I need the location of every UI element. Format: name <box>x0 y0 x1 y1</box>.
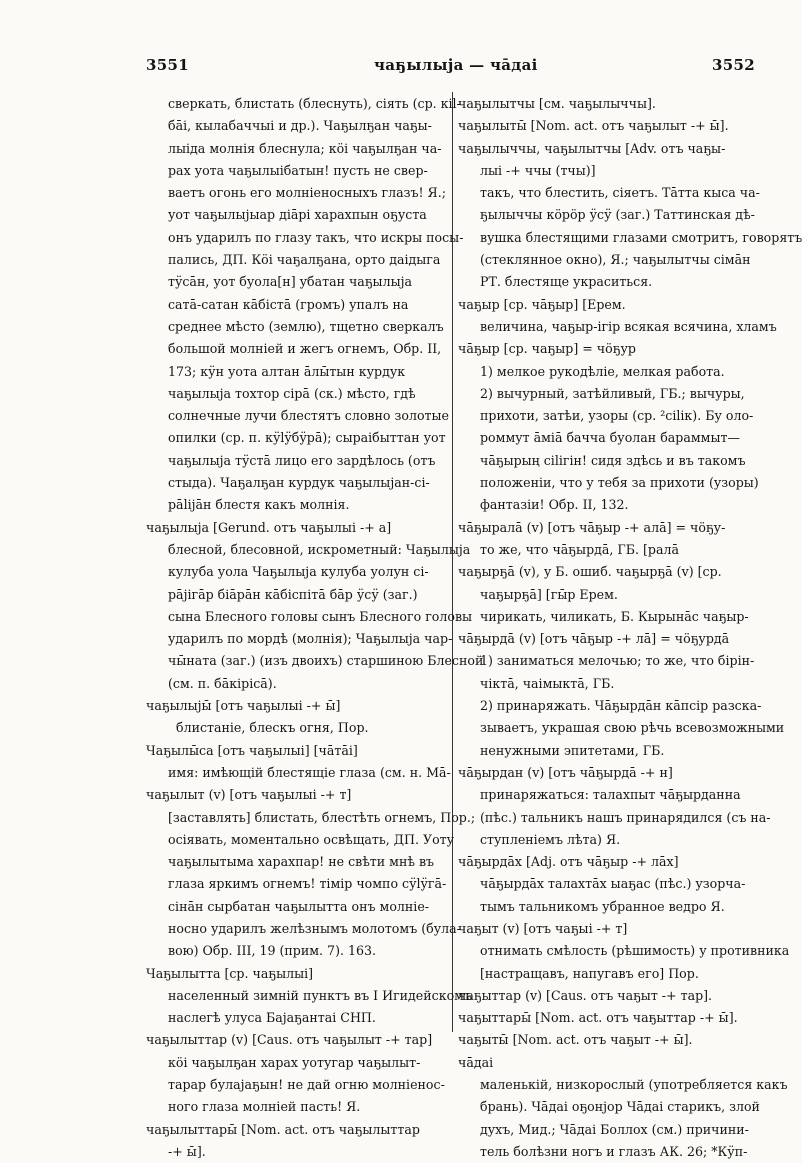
entry-text-line: населенный зимній пунктъ въ I Игидейскомъ <box>168 987 472 1003</box>
entry-text-line: сінāн сырбатан чаҕылытта онъ молніе- <box>168 898 430 914</box>
entry-text-line: чіктā, чаімыктā, ГБ. <box>480 675 615 691</box>
entry-text-line: 173; кӱн уота алтан āлы̄тын курдук <box>168 363 406 379</box>
entry-text-line: уот чаҕылыјыар діāрі харахпын оҕуста <box>168 207 427 223</box>
entry-headword-line: Чаҕылы̄са [отъ чаҕылыі] [чāтāі] <box>146 742 358 758</box>
entry-text-line: наслегѣ улуса Бајаҕантаі СНП. <box>168 1010 376 1026</box>
entry-headword-line: чāҕырдāх [Adj. отъ чāҕыр -+ лāх] <box>458 854 679 870</box>
entry-headword-line: чаҕыттары̄ [Nom. act. отъ чаҕыттар -+ ы̄]. <box>458 1010 738 1026</box>
entry-text-line: положеніи, что у тебя за прихоти (узоры) <box>480 475 759 491</box>
entry-text-line: чирикать, чиликать, Б. Кырынāс чаҕыр- <box>480 608 749 624</box>
entry-headword-line: чаҕыт (v) [отъ чаҕыі -+ т] <box>458 920 628 936</box>
entry-text-line: прихоти, затѣи, узоры (ср. ²сіlік). Бу оло- <box>480 408 754 424</box>
entry-text-line: величина, чаҕыр-ігір всякая всячина, хламъ <box>480 318 777 334</box>
entry-text-line: [настращавъ, напугавъ его] Пор. <box>480 965 699 981</box>
entry-text-line: блесной, блесовной, искрометный: Чаҕылыја <box>168 541 471 557</box>
entry-text-line: -+ ы̄]. <box>168 1143 206 1159</box>
entry-headword-line: чаҕылыччы, чаҕылытчы [Adv. отъ чаҕы- <box>458 140 726 156</box>
entry-text-line: рāјігāр біāрāн кāбіспітā бāр ӱсӱ (заг.) <box>168 586 418 602</box>
entry-headword-line: чаҕыттар (v) [Caus. отъ чаҕыт -+ тар]. <box>458 987 713 1003</box>
entry-headword-line: чаҕылыт (v) [отъ чаҕылыі -+ т] <box>146 787 352 803</box>
entry-text-line: РТ. блестяще украситься. <box>480 274 653 290</box>
entry-text-line: сына Блесного головы сынъ Блесного головы <box>168 608 473 624</box>
entry-text-line: духъ, Мид.; Чāдаі Боллох (см.) причини- <box>480 1121 749 1137</box>
page-number-left: 3551 <box>146 56 189 74</box>
entry-headword-line: чаҕылыjы̄ [отъ чаҕылыі -+ ы̄] <box>146 698 341 714</box>
entry-text-line: лыі -+ ччы (тчы)] <box>480 162 596 178</box>
entry-text-line: пались, ДП. Кöі чаҕалҕана, орто даідыга <box>168 252 441 268</box>
entry-headword-line: чаҕыты̄ [Nom. act. отъ чаҕыт -+ ы̄]. <box>458 1032 693 1048</box>
entry-text-line: 1) заниматься мелочью; то же, что бірін- <box>480 653 755 669</box>
page-number-right: 3552 <box>712 56 755 74</box>
entry-text-line: среднее мѣсто (землю), тщетно сверкалъ <box>168 318 444 334</box>
entry-text-line: большой молніей и жегъ огнемъ, Обр. II, <box>168 341 442 357</box>
entry-text-line: кöі чаҕылҕан харах уотугар чаҕылыт- <box>168 1054 421 1070</box>
running-head: чаҕылыја — чāдаі <box>374 56 538 74</box>
entry-headword-line: чаҕылытчы [см. чаҕылыччы]. <box>458 96 656 111</box>
entry-text-line: тӱсāн, уот буола[н] убатан чаҕылыја <box>168 274 413 290</box>
entry-text-line: 1) мелкое рукодѣліе, мелкая работа. <box>480 363 725 379</box>
entry-text-line: [заставлять] блистать, блестѣть огнемъ, Пор.; <box>168 809 476 825</box>
entry-text-line: тарар булаjаҕын! не дай огню молніенос- <box>168 1077 445 1093</box>
entry-text-line: ударилъ по мордѣ (молнія); Чаҕылыја чар- <box>168 631 453 647</box>
entry-text-line: сверкать, блистать (блеснуть), сіять (ср. кіl- <box>168 96 461 111</box>
entry-headword-line: чāҕыралā (v) [отъ чāҕыр -+ алā] = чöҕу- <box>458 519 726 535</box>
entry-headword-line: чаҕылыја [Gerund. отъ чаҕылыі -+ а] <box>146 519 392 535</box>
entry-text-line: кулуба уола Чаҕылыја кулуба уолун сі- <box>168 564 429 580</box>
entry-text-line: имя: имѣющій блестящіе глаза (см. н. Мā- <box>168 764 451 780</box>
entry-text-line: роммут āміā бачча буолан бараммыт— <box>480 430 741 446</box>
entry-text-line: солнечные лучи блестятъ словно золотые <box>168 408 449 424</box>
entry-text-line: блистаніе, блескъ огня, Пор. <box>176 720 369 736</box>
entry-text-line: стыда). Чаҕалҕан курдук чаҕылыјан-сі- <box>168 475 430 491</box>
entry-text-line: такъ, что блестить, сіяетъ. Тāтта кыса ча- <box>480 185 760 201</box>
entry-text-line: чаҕылытыма харахпар! не свѣти мнѣ въ <box>168 854 435 870</box>
entry-text-line: 2) принаряжать. Чāҕырдāн кāпсір разска- <box>480 698 762 714</box>
entry-text-line: чаҕылыја тохтор сірā (ск.) мѣсто, гдѣ <box>168 385 416 401</box>
entry-text-line: чы̄ната (заг.) (изъ двоихъ) старшиною Блесной <box>168 653 484 669</box>
entry-text-line: тель болѣзни ногъ и глазъ АК. 26; *Кӱп- <box>480 1143 748 1159</box>
entry-text-line: принаряжаться: талахпыт чāҕырданна <box>480 787 741 803</box>
entry-text-line: (см. п. бāкірісā). <box>168 675 277 691</box>
entry-text-line: рах уота чаҕылыібатын! пусть не свер- <box>168 162 428 178</box>
entry-text-line: осіявать, моментально освѣщать, ДП. Уоту <box>168 831 455 847</box>
entry-text-line: ваетъ огонь его молніеносныхъ глазъ! Я.; <box>168 185 446 201</box>
entry-headword-line: чаҕыр [ср. чāҕыр] [Ерем. <box>458 296 626 312</box>
entry-text-line: (пѣс.) тальникъ нашъ принарядился (съ на- <box>480 809 771 825</box>
entry-headword-line: чаҕылыттары̄ [Nom. act. отъ чаҕылыттар <box>146 1121 420 1137</box>
entry-text-line: онъ ударилъ по глазу такъ, что искры посы- <box>168 229 464 245</box>
entry-text-line: маленькій, низкорослый (употребляется какъ <box>480 1077 788 1093</box>
entry-text-line: лыіда молнія блеснула; кöі чаҕылҕан ча- <box>168 140 442 156</box>
entry-text-line: чāҕырдāх талахтāх ыаҕас (пѣс.) узорча- <box>480 876 746 892</box>
entry-headword-line: чāдаі <box>458 1054 494 1070</box>
entry-headword-line: Чаҕылытта [ср. чаҕылыі] <box>146 965 314 981</box>
entry-text-line: ҕылыччы кöрöр ӱсӱ (заг.) Таттинская дѣ- <box>480 207 755 223</box>
entry-headword-line: чāҕыр [ср. чаҕыр] = чöҕур <box>458 341 636 357</box>
entry-text-line: брань). Чāдаі оҕонјор Чāдаі старикъ, злой <box>480 1099 760 1115</box>
entry-text-line: ного глаза молніей пасть! Я. <box>168 1099 361 1115</box>
entry-headword-line: чаҕырҕā (v), у Б. ошиб. чаҕырҕā (v) [ср. <box>458 564 722 580</box>
entry-text-line: чаҕырҕā] [гы̄р Ерем. <box>480 586 618 602</box>
entry-text-line: ступленіемъ лѣта) Я. <box>480 831 621 847</box>
entry-text-line: то же, что чāҕырдā, ГБ. [ралā <box>480 541 679 557</box>
entry-headword-line: чаҕылыты̄ [Nom. act. отъ чаҕылыт -+ ы̄]. <box>458 118 729 134</box>
entry-text-line: опилки (ср. п. кӱlӱбӱрā); сыраібыттан уот <box>168 430 446 446</box>
entry-text-line: бāі, кылабаччыі и др.). Чаҕылҕан чаҕы- <box>168 118 432 134</box>
entry-text-line: рālіјāн блестя какъ молнія. <box>168 497 350 513</box>
entry-text-line: вушка блестящими глазами смотритъ, говорятъ <box>480 229 802 245</box>
entry-text-line: отнимать смѣлость (рѣшимость) у противника <box>480 943 790 959</box>
entry-text-line: (стеклянное окно), Я.; чаҕылытчы сімāн <box>480 252 751 268</box>
entry-text-line: носно ударилъ желѣзнымъ молотомъ (була- <box>168 920 461 936</box>
entry-text-line: фантазіи! Обр. II, 132. <box>480 497 629 513</box>
entry-text-line: ненужными эпитетами, ГБ. <box>480 742 665 758</box>
entry-text-line: чāҕырың сіlігін! сидя здѣсь и въ такомъ <box>480 452 746 468</box>
entry-text-line: 2) вычурный, затѣйливый, ГБ.; вычуры, <box>480 385 745 401</box>
entry-text-line: зываетъ, украшая свою рѣчь всевозможными <box>480 720 785 736</box>
entry-headword-line: чāҕырдā (v) [отъ чāҕыр -+ лā] = чöҕурдā <box>458 631 730 647</box>
entry-text-line: сатā-сатан кāбістā (громъ) упалъ на <box>168 296 409 312</box>
entry-text-line: вою) Обр. III, 19 (прим. 7). 163. <box>168 943 377 959</box>
right-column <box>458 93 802 1163</box>
entry-text-line: глаза яркимъ огнемъ! тімір чомпо сӱlӱгā- <box>168 876 447 892</box>
entry-text-line: чаҕылыја тӱстā лицо его зардѣлось (отъ <box>168 452 436 468</box>
entry-text-line: тымъ тальникомъ убранное ведро Я. <box>480 898 725 914</box>
entry-headword-line: чаҕылыттар (v) [Caus. отъ чаҕылыт -+ тар] <box>146 1032 433 1048</box>
entry-headword-line: чāҕырдан (v) [отъ чāҕырдā -+ н] <box>458 764 673 780</box>
